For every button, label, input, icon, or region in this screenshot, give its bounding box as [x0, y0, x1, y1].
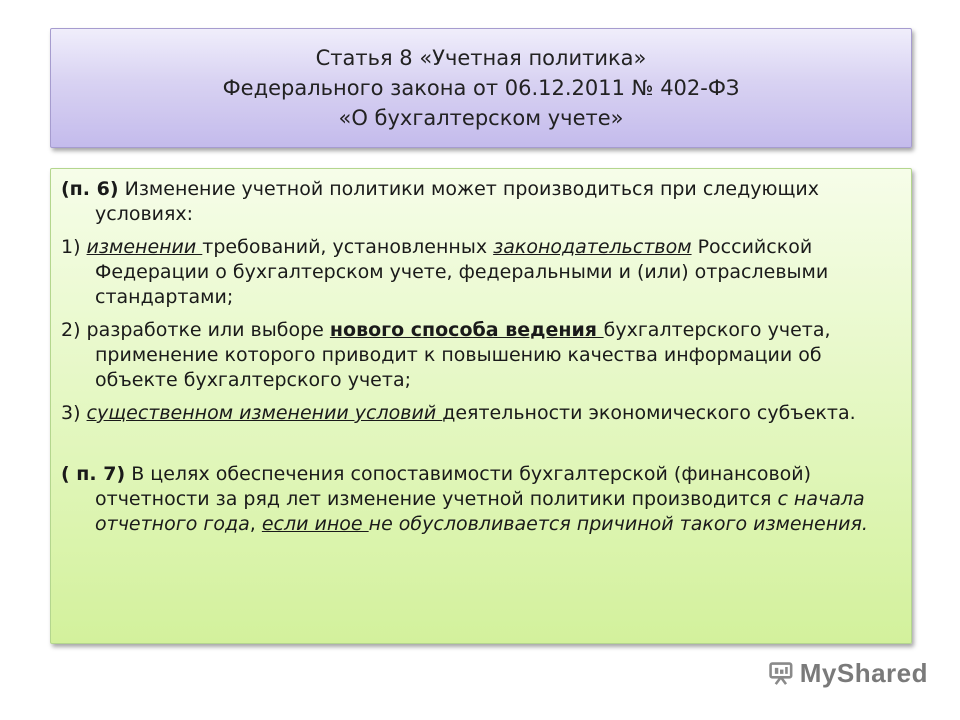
underlined-text: если иное	[261, 513, 369, 535]
paragraph-text: ,	[249, 513, 262, 535]
underlined-text: законодательством	[493, 236, 692, 258]
item-number: 1)	[61, 236, 87, 258]
item-number: 3)	[61, 402, 87, 424]
paragraph-text: деятельности экономического субъекта.	[442, 402, 856, 424]
italic-text: не обусловливается причиной такого изменения.	[368, 513, 868, 535]
paragraph-condition-2	[61, 318, 893, 393]
paragraph-ref: ( п. 7)	[61, 463, 126, 485]
paragraph-text: Изменение учетной политики может производиться при следующих условиях:	[95, 178, 819, 225]
title-line-3: «О бухгалтерском учете»	[338, 106, 624, 130]
paragraph-p6	[61, 177, 893, 227]
myshared-logo	[768, 656, 928, 690]
paragraph-condition-1	[61, 235, 893, 310]
paragraph-text: В целях обеспечения сопоставимости бухгалтерской (финансовой) отчетности за ряд лет изменение учетной политики производится	[95, 463, 812, 510]
italic-text: с начала отчетного года	[95, 488, 865, 535]
paragraph-text: Российской Федерации о бухгалтерском учете, федеральными и (или) отраслевыми стандартами;	[95, 236, 829, 308]
underlined-text: существенном изменении условий	[86, 402, 443, 424]
paragraph-text: требований, установленных	[202, 236, 494, 258]
slide-content-box	[50, 168, 912, 644]
underlined-text: изменении	[86, 236, 203, 258]
paragraph-text: бухгалтерского учета, применение которого приводит к повышению качества информации об объекте бухгалтерского учета;	[95, 319, 831, 391]
spacer	[61, 434, 893, 462]
logo-text: MyShared	[799, 657, 928, 688]
paragraph-condition-3	[61, 401, 893, 426]
paragraph-ref: (п. 6)	[61, 178, 119, 200]
title-line-2: Федерального закона от 06.12.2011 № 402-ФЗ	[222, 76, 740, 100]
paragraph-p7	[61, 462, 893, 537]
title-line-1: Статья 8 «Учетная политика»	[315, 46, 647, 70]
presentation-board-icon	[768, 658, 794, 688]
item-number: 2) разработке или выборе	[61, 319, 330, 341]
underlined-text: нового способа ведения	[329, 319, 604, 341]
slide-title-box	[50, 28, 912, 148]
